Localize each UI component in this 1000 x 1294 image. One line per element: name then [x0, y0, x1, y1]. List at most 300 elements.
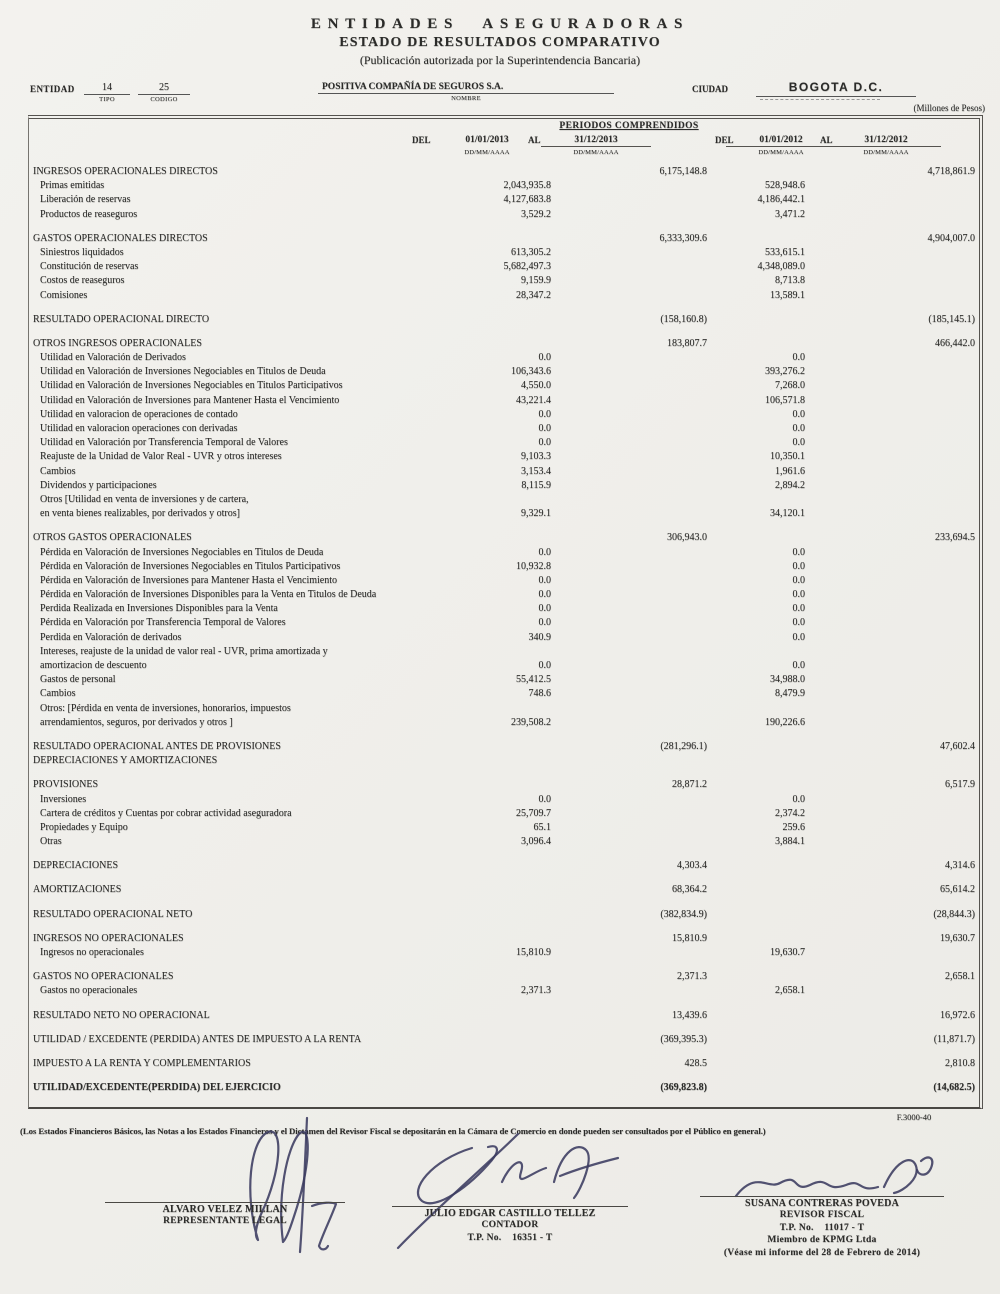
row-value-c4 [805, 546, 979, 560]
row-value-c2 [551, 546, 707, 560]
table-row [29, 1009, 979, 1023]
row-label: Pérdida en Valoración de Inversiones Negociables en Titulos de Deuda [40, 546, 324, 558]
row-value-c2 [551, 631, 707, 645]
row-value-c4 [805, 351, 979, 365]
row-value-c1 [431, 702, 551, 716]
row-value-c2: (382,834.9) [660, 908, 707, 920]
row-value-c4 [805, 408, 979, 422]
table-row [29, 379, 979, 393]
row-value-c4 [805, 193, 979, 207]
row-value-c3: 0.0 [792, 408, 805, 420]
row-value-c3: 528,948.6 [765, 180, 805, 192]
row-value-c1: 28,347.2 [516, 289, 551, 301]
row-label: Ingresos no operacionales [40, 947, 144, 958]
units-note: (Millones de Pesos) [913, 103, 985, 113]
row-value-c2 [551, 289, 707, 303]
row-value-c1 [431, 778, 551, 792]
row-value-c3 [707, 337, 805, 351]
row-value-c4 [805, 394, 979, 408]
row-value-c1 [431, 740, 551, 754]
row-value-c3: 2,894.2 [775, 479, 805, 491]
row-value-c4: 4,904,007.0 [927, 232, 975, 244]
row-value-c1 [431, 1057, 551, 1071]
company-name-field [318, 82, 614, 102]
row-value-c2 [551, 560, 707, 574]
signatory-name: SUSANA CONTRERAS POVEDA [744, 1198, 900, 1209]
row-value-c4 [805, 479, 979, 493]
row-value-c3 [707, 970, 805, 984]
row-label: Perdida Realizada en Inversiones Disponibles para la Venta [40, 603, 278, 615]
row-value-c1: 0.0 [538, 574, 551, 586]
row-value-c4: 233,694.5 [935, 532, 975, 544]
row-value-c4: (28,844.3) [933, 908, 975, 920]
row-label: Otros [Utilidad en venta de inversiones y de cartera, [40, 493, 249, 505]
row-value-c4: 466,442.0 [935, 337, 975, 349]
row-value-c4 [805, 507, 979, 521]
document-header [0, 16, 1000, 68]
row-value-c1 [431, 932, 551, 946]
row-value-c4 [805, 574, 979, 588]
row-value-c3: 106,571.8 [765, 394, 805, 406]
row-value-c2 [551, 179, 707, 193]
row-value-c2 [551, 365, 707, 379]
table-row [29, 1057, 979, 1071]
row-value-c1: 65.1 [533, 821, 551, 833]
row-value-c4 [805, 260, 979, 274]
row-value-c1 [431, 645, 551, 659]
table-row [29, 193, 979, 207]
table-row [29, 493, 979, 507]
table-row [29, 984, 979, 998]
row-value-c1: 106,343.6 [511, 366, 551, 378]
row-value-c1: 0.0 [538, 660, 551, 671]
row-label: Perdida en Valoración de derivados [40, 631, 182, 643]
table-row [29, 546, 979, 560]
entidad-codigo-label: CODIGO [150, 96, 178, 103]
table-row [29, 1047, 979, 1057]
table-row [29, 337, 979, 351]
row-value-c2 [551, 716, 707, 730]
row-value-c2: 68,364.2 [672, 884, 707, 896]
row-value-c4 [805, 289, 979, 303]
table-row [29, 616, 979, 630]
row-value-c1 [431, 859, 551, 873]
document-title: ENTIDADES ASEGURADORAS [310, 16, 690, 32]
row-value-c2 [551, 793, 707, 807]
row-value-c4 [805, 602, 979, 616]
signatory-name: JULIO EDGAR CASTILLO TELLEZ [424, 1208, 596, 1219]
signatory-tp-number: T.P. No. 16351 - T [467, 1232, 553, 1243]
row-value-c4 [805, 687, 979, 701]
table-row [29, 768, 979, 778]
row-value-c2: 306,943.0 [667, 532, 707, 544]
row-value-c2: (158,160.8) [660, 313, 707, 325]
row-value-c3: 34,988.0 [770, 674, 805, 686]
row-value-c1 [431, 493, 551, 507]
table-row [29, 716, 979, 730]
entidad-label: ENTIDAD [30, 84, 75, 94]
row-value-c2: 2,371.3 [677, 971, 707, 983]
row-value-c3: 0.0 [792, 631, 805, 643]
row-label: DEPRECIACIONES [33, 860, 119, 872]
row-value-c3: 0.0 [792, 546, 805, 558]
row-label: Propiedades y Equipo [40, 821, 128, 833]
row-value-c4: 65,614.2 [940, 884, 975, 896]
row-value-c2 [551, 659, 707, 673]
row-label: Utilidad en valoracion de operaciones de contado [40, 408, 238, 420]
row-value-c4 [805, 631, 979, 645]
row-value-c1: 55,412.5 [516, 674, 551, 686]
row-label: AMORTIZACIONES [33, 884, 122, 896]
row-value-c4: 6,517.9 [945, 779, 975, 791]
table-row [29, 849, 979, 859]
row-label: Primas emitidas [40, 180, 105, 192]
row-value-c4 [805, 588, 979, 602]
row-label: Utilidad en Valoración de Inversiones para Mantener Hasta el Vencimiento [40, 394, 340, 406]
row-value-c2: 6,175,148.8 [659, 166, 707, 177]
row-value-c2 [551, 616, 707, 630]
row-value-c3: 8,479.9 [775, 688, 805, 700]
row-value-c4 [805, 835, 979, 849]
row-value-c1: 0.0 [538, 546, 551, 558]
row-value-c1 [431, 883, 551, 897]
entidad-codigo-field [138, 82, 190, 103]
row-value-c3: 19,630.7 [770, 947, 805, 958]
row-value-c1: 0.0 [538, 352, 551, 364]
table-row [29, 365, 979, 379]
table-row [29, 303, 979, 313]
ciudad-label: CIUDAD [692, 84, 728, 94]
row-label: arrendamientos, seguros, por derivados y otros ] [40, 716, 233, 728]
table-row [29, 479, 979, 493]
row-value-c2 [551, 208, 707, 222]
row-value-c3: 0.0 [792, 437, 805, 449]
table-row [29, 960, 979, 970]
row-value-c2 [551, 807, 707, 821]
row-value-c2 [551, 507, 707, 521]
row-label: UTILIDAD/EXCEDENTE(PERDIDA) DEL EJERCICIO [33, 1082, 281, 1094]
row-label: UTILIDAD / EXCEDENTE (PERDIDA) ANTES DE IMPUESTO A LA RENTA [33, 1033, 362, 1045]
date-format-label: DD/MM/AAAA [758, 149, 804, 156]
row-value-c2 [551, 479, 707, 493]
table-row [29, 260, 979, 274]
row-label: Comisiones [40, 289, 88, 301]
row-value-c1 [431, 1033, 551, 1047]
row-value-c4 [805, 422, 979, 436]
row-value-c2 [551, 260, 707, 274]
statement-table [28, 115, 983, 1109]
table-row [29, 821, 979, 835]
row-value-c1: 0.0 [538, 423, 551, 434]
row-value-c4: 2,810.8 [945, 1057, 975, 1069]
row-label: amortizacion de descuento [40, 660, 147, 671]
row-value-c3 [707, 1057, 805, 1071]
row-value-c3: 0.0 [792, 660, 805, 671]
row-value-c2 [551, 821, 707, 835]
table-row [29, 970, 979, 984]
row-label: DEPRECIACIONES Y AMORTIZACIONES [33, 755, 218, 767]
row-value-c2 [551, 702, 707, 716]
row-value-c2 [551, 673, 707, 687]
table-row [29, 327, 979, 337]
row-value-c4 [805, 379, 979, 393]
row-value-c2: 28,871.2 [672, 779, 707, 791]
table-row [29, 659, 979, 673]
ciudad-value: BOGOTA D.C. [756, 80, 916, 97]
row-value-c2 [551, 835, 707, 849]
row-label: Cambios [40, 688, 76, 700]
signatory-name: ALVARO VELEZ MILLAN [162, 1204, 288, 1215]
table-row [29, 394, 979, 408]
table-row [29, 574, 979, 588]
table-row [29, 232, 979, 246]
row-value-c3 [707, 932, 805, 946]
row-value-c2 [551, 193, 707, 207]
row-value-c3 [707, 1081, 805, 1095]
row-label: Gastos no operacionales [40, 985, 138, 997]
date-to-2012: 31/12/2012 [831, 135, 941, 147]
row-label: RESULTADO OPERACIONAL ANTES DE PROVISIONES [33, 740, 281, 752]
row-value-c1: 0.0 [538, 617, 551, 629]
deposit-footnote: (Los Estados Financieros Básicos, las Notas a los Estados Financieros y el Dictamen del Revisor Fiscal se depositarán en la Cámara de Comercio en donde pueden ser consultados por el Público en general.) [20, 1126, 766, 1136]
row-value-c3 [707, 165, 805, 179]
table-row [29, 289, 979, 303]
row-value-c1: 8,115.9 [521, 479, 551, 491]
row-value-c4 [805, 274, 979, 288]
table-row [29, 673, 979, 687]
row-value-c4 [805, 616, 979, 630]
row-value-c3: 393,276.2 [765, 366, 805, 378]
row-value-c2 [551, 602, 707, 616]
row-value-c4: 19,630.7 [940, 932, 975, 944]
table-row [29, 165, 979, 179]
al-label-2: AL [820, 135, 833, 145]
row-value-c4: (11,871.7) [933, 1033, 975, 1045]
row-value-c1: 4,127,683.8 [503, 194, 551, 206]
row-value-c1 [431, 1009, 551, 1023]
row-label: GASTOS OPERACIONALES DIRECTOS [33, 232, 208, 244]
row-label: Constitución de reservas [40, 261, 139, 273]
table-row [29, 645, 979, 659]
row-value-c1: 2,371.3 [521, 985, 551, 997]
row-value-c2 [551, 351, 707, 365]
entidad-codigo-value: 25 [138, 82, 190, 95]
row-value-c4: 47,602.4 [940, 740, 975, 752]
row-label: Siniestros liquidados [40, 246, 124, 258]
signatory-firm: Miembro de KPMG Ltda [767, 1235, 877, 1245]
company-name: POSITIVA COMPAÑÍA DE SEGUROS S.A. [318, 82, 614, 94]
table-row [29, 222, 979, 232]
row-value-c4: 4,314.6 [945, 860, 975, 872]
row-value-c3: 190,226.6 [765, 716, 805, 728]
row-value-c3 [707, 859, 805, 873]
row-value-c4 [805, 450, 979, 464]
row-value-c3 [707, 645, 805, 659]
row-value-c1: 9,103.3 [521, 451, 551, 463]
row-value-c3: 3,471.2 [775, 208, 805, 220]
row-label: Gastos de personal [40, 674, 116, 686]
row-value-c1: 0.0 [538, 589, 551, 601]
row-value-c1: 9,329.1 [521, 508, 551, 520]
row-value-c2: 6,333,309.6 [659, 232, 707, 244]
table-row [29, 313, 979, 327]
row-value-c4 [805, 716, 979, 730]
row-value-c4 [805, 673, 979, 687]
row-value-c1: 0.0 [538, 793, 551, 805]
row-value-c3 [707, 1009, 805, 1023]
row-value-c3: 8,713.8 [775, 275, 805, 287]
periods-title: PERIODOS COMPRENDIDOS [559, 121, 699, 131]
row-label: Utilidad en Valoración por Transferencia Temporal de Valores [40, 437, 288, 449]
table-row [29, 208, 979, 222]
table-row [29, 859, 979, 873]
row-value-c1 [431, 754, 551, 768]
row-value-c4 [805, 754, 979, 768]
table-row [29, 883, 979, 897]
signature-block-revisor [700, 1196, 944, 1259]
row-value-c3 [707, 908, 805, 922]
row-value-c3 [707, 531, 805, 545]
row-label: Productos de reaseguros [40, 208, 138, 220]
table-row [29, 588, 979, 602]
row-label: Utilidad en Valoración de Inversiones Negociables en Titulos de Deuda [40, 366, 326, 378]
row-label: INGRESOS OPERACIONALES DIRECTOS [33, 166, 218, 177]
del-label-1: DEL [412, 135, 431, 145]
row-label: RESULTADO NETO NO OPERACIONAL [33, 1009, 210, 1021]
row-value-c3: 0.0 [792, 793, 805, 805]
row-value-c4 [805, 645, 979, 659]
row-value-c1: 613,305.2 [511, 246, 551, 258]
table-row [29, 702, 979, 716]
signature-scribble-revisor [736, 1157, 932, 1196]
row-value-c2: 183,807.7 [667, 337, 707, 349]
row-value-c1: 0.0 [538, 603, 551, 615]
row-value-c1 [431, 232, 551, 246]
table-row [29, 932, 979, 946]
row-value-c2 [551, 436, 707, 450]
table-row [29, 807, 979, 821]
row-value-c4 [805, 560, 979, 574]
row-value-c3 [707, 232, 805, 246]
row-value-c4: 16,972.6 [940, 1009, 975, 1021]
row-value-c3 [707, 754, 805, 768]
row-value-c4 [805, 659, 979, 673]
date-from-2012: 01/01/2012 [726, 135, 836, 147]
row-value-c2: (369,395.3) [660, 1033, 707, 1045]
table-row [29, 436, 979, 450]
row-label: Pérdida en Valoración de Inversiones Negociables en Titulos Participativos [40, 560, 341, 572]
row-label: en venta bienes realizables, por derivados y otros] [40, 508, 240, 520]
row-label: Otros: [Pérdida en venta de inversiones, honorarios, impuestos [40, 702, 291, 714]
signatory-role: REPRESENTANTE LEGAL [163, 1216, 287, 1226]
row-label: Pérdida en Valoración de Inversiones Disponibles para la Venta en Titulos de Deuda [40, 589, 377, 601]
del-label-2: DEL [715, 135, 734, 145]
table-row [29, 687, 979, 701]
row-value-c2 [551, 274, 707, 288]
al-label-1: AL [528, 135, 541, 145]
table-row [29, 631, 979, 645]
table-row [29, 754, 979, 768]
row-label: Liberación de reservas [40, 194, 131, 206]
row-value-c2: 4,303.4 [677, 860, 707, 872]
date-to-2013: 31/12/2013 [541, 135, 651, 147]
signature-scribble-representante [250, 1118, 336, 1252]
entidad-tipo-field [84, 82, 130, 103]
row-value-c4 [805, 465, 979, 479]
table-row [29, 560, 979, 574]
row-value-c3 [707, 493, 805, 507]
table-row [29, 778, 979, 792]
row-value-c1: 15,810.9 [516, 947, 551, 958]
table-row [29, 179, 979, 193]
row-value-c4 [805, 702, 979, 716]
row-label: Costos de reaseguros [40, 275, 125, 287]
table-row [29, 1071, 979, 1081]
row-value-c3: 2,374.2 [775, 807, 805, 819]
row-value-c4 [805, 246, 979, 260]
row-value-c1: 0.0 [538, 408, 551, 420]
row-value-c4: (14,682.5) [933, 1082, 975, 1094]
row-value-c3 [707, 778, 805, 792]
signature-block-contador [392, 1206, 628, 1244]
row-value-c2 [551, 574, 707, 588]
row-label: IMPUESTO A LA RENTA Y COMPLEMENTARIOS [33, 1057, 251, 1069]
row-label: Pérdida en Valoración de Inversiones para Mantener Hasta el Vencimiento [40, 574, 338, 586]
table-row [29, 507, 979, 521]
row-label: Cambios [40, 465, 76, 477]
row-value-c2: 13,439.6 [672, 1009, 707, 1021]
table-body [29, 165, 979, 1095]
date-format-label: DD/MM/AAAA [863, 149, 909, 156]
table-row [29, 351, 979, 365]
table-row [29, 898, 979, 908]
row-value-c2: (281,296.1) [660, 740, 707, 752]
row-label: INGRESOS NO OPERACIONALES [33, 932, 184, 944]
row-value-c2 [551, 984, 707, 998]
row-value-c1: 239,508.2 [511, 716, 551, 728]
row-value-c3: 7,268.0 [775, 380, 805, 392]
signatory-report-note: (Véase mi informe del 28 de Febrero de 2014) [723, 1247, 921, 1258]
row-value-c3: 10,350.1 [770, 451, 805, 463]
row-value-c4 [805, 493, 979, 507]
table-header [29, 119, 979, 165]
row-value-c3: 0.0 [792, 617, 805, 629]
row-value-c4 [805, 821, 979, 835]
row-value-c4 [805, 984, 979, 998]
form-code: F.3000-40 [896, 1112, 932, 1122]
row-value-c4 [805, 365, 979, 379]
table-row [29, 999, 979, 1009]
row-value-c3: 0.0 [792, 603, 805, 615]
table-row [29, 422, 979, 436]
row-value-c2 [551, 408, 707, 422]
table-row [29, 274, 979, 288]
row-value-c3: 1,961.6 [775, 465, 805, 477]
nombre-label: NOMBRE [451, 95, 481, 102]
row-label: PROVISIONES [33, 779, 99, 791]
row-value-c1: 2,043,935.8 [503, 180, 551, 192]
table-row [29, 730, 979, 740]
row-value-c4 [805, 436, 979, 450]
row-value-c2 [551, 493, 707, 507]
signature-block-representante [105, 1202, 345, 1228]
row-value-c4 [805, 946, 979, 960]
row-value-c4: 4,718,861.9 [927, 166, 975, 177]
row-label: Utilidad en Valoración de Derivados [40, 352, 186, 364]
table-row [29, 1033, 979, 1047]
row-value-c1 [431, 165, 551, 179]
entidad-tipo-label: TIPO [99, 96, 115, 103]
